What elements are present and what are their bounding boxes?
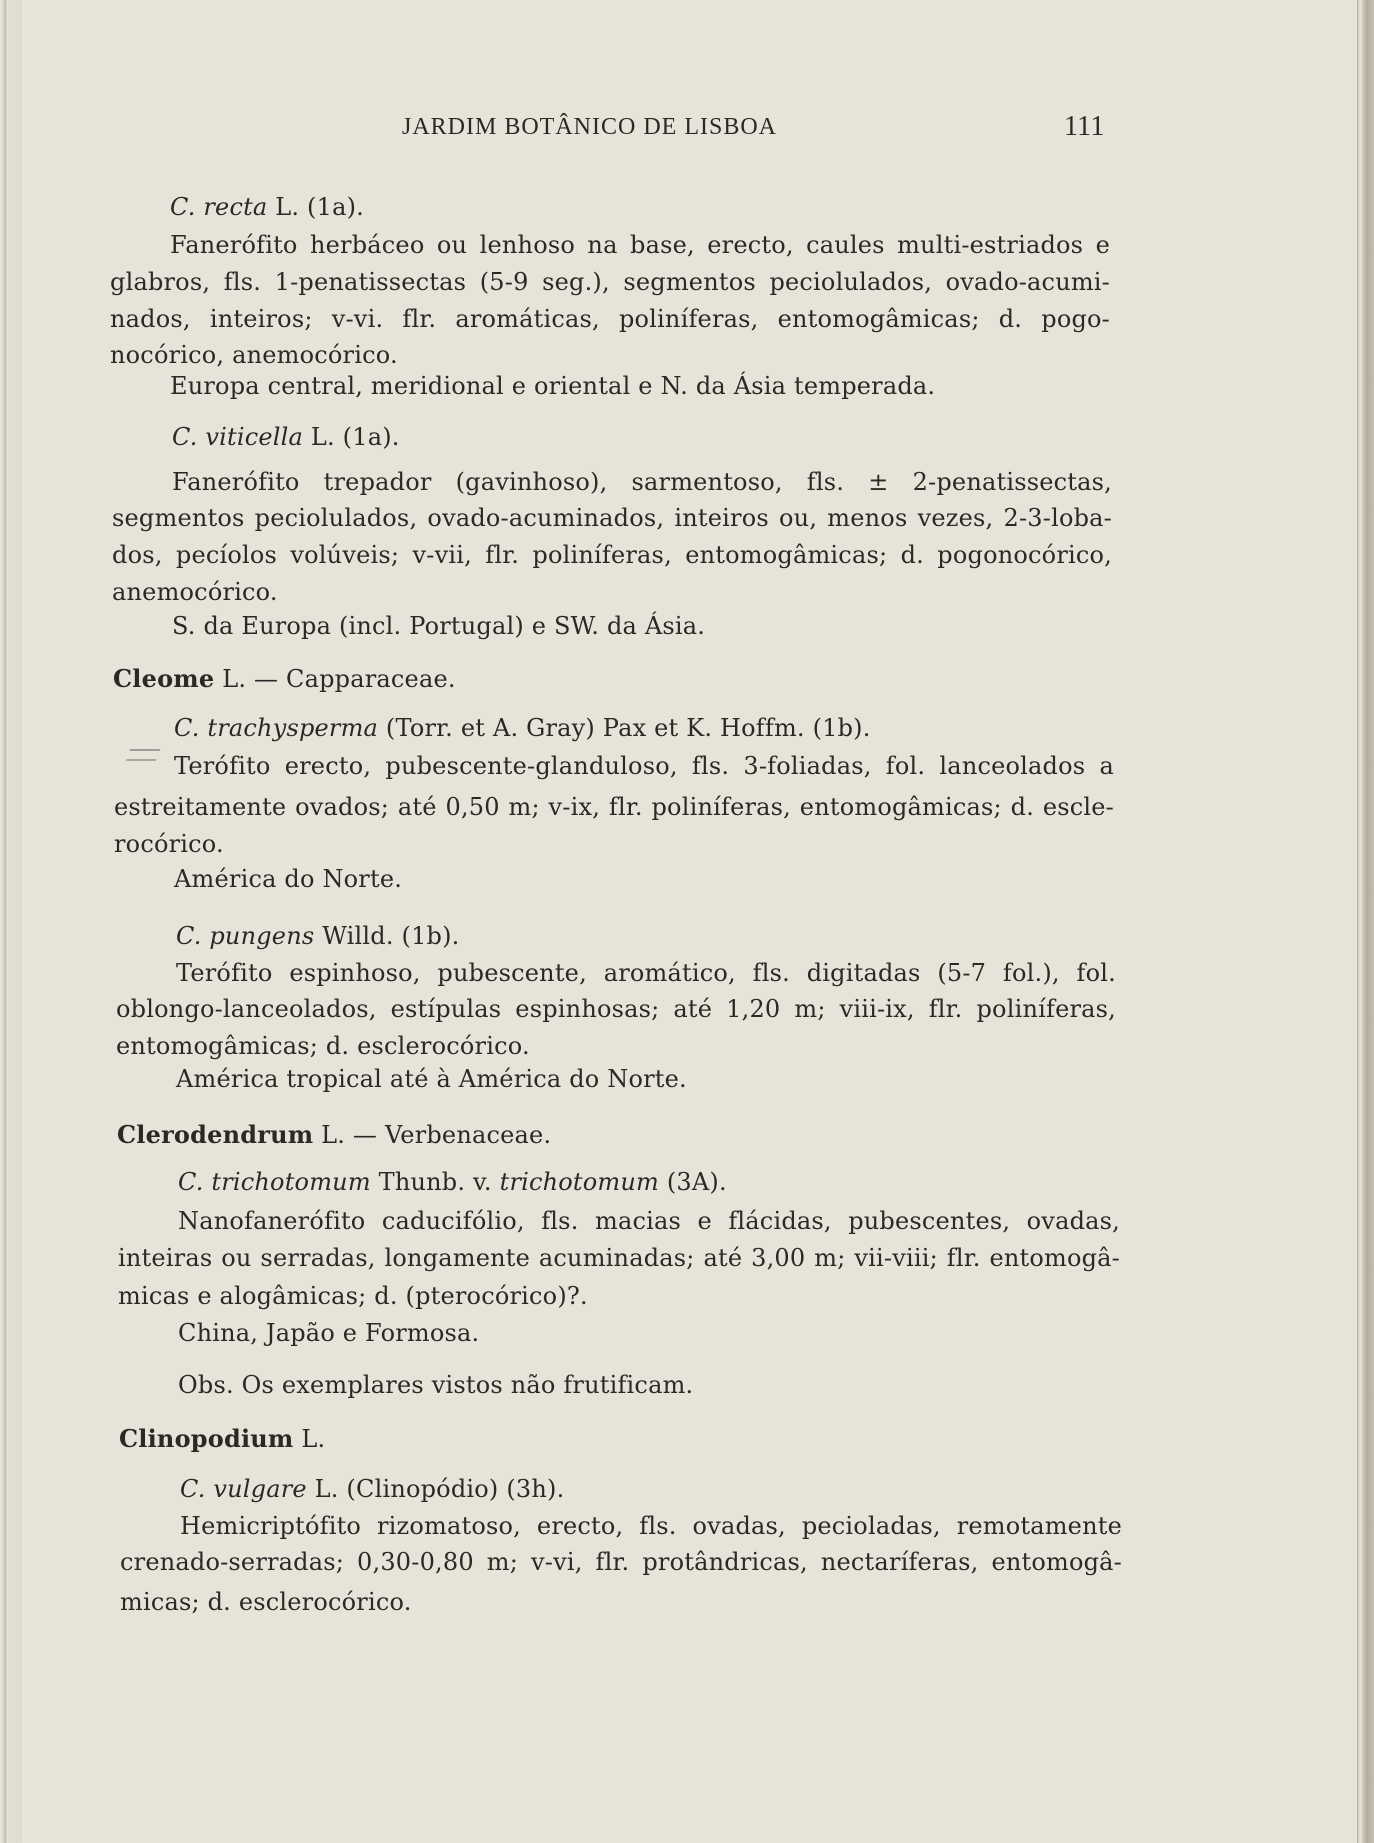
species-heading-pungens bbox=[176, 921, 460, 951]
genus-heading-cleome bbox=[113, 664, 456, 694]
description-line: Terófito espinhoso, pubescente, aromático, fls. digitadas (5-7 fol.), fol. bbox=[176, 959, 1116, 987]
species-name: C. recta bbox=[170, 193, 268, 221]
description-line: nocórico, anemocórico. bbox=[110, 341, 398, 369]
species-heading-viticella bbox=[172, 422, 400, 452]
description-line: micas e alogâmicas; d. (pterocórico)?. bbox=[118, 1282, 588, 1310]
species-authority: L. (1a). bbox=[303, 423, 400, 451]
description-line: Fanerófito herbáceo ou lenhoso na base, erecto, caules multi-estriados e bbox=[170, 231, 1110, 259]
distribution: América tropical até à América do Norte. bbox=[176, 1065, 687, 1093]
observation-note: Obs. Os exemplares vistos não frutificam. bbox=[178, 1371, 694, 1399]
description-line: Hemicriptófito rizomatoso, erecto, fls. ovadas, pecioladas, remotamente bbox=[180, 1512, 1122, 1540]
page-left-edge bbox=[0, 0, 22, 1843]
genus-heading-clinopodium bbox=[119, 1424, 325, 1454]
genus-family: L. — Capparaceae. bbox=[214, 665, 456, 693]
distribution: Europa central, meridional e oriental e N. da Ásia temperada. bbox=[170, 372, 936, 400]
species-authority: Willd. (1b). bbox=[314, 922, 460, 950]
species-heading-recta bbox=[170, 192, 364, 222]
genus-name: Clerodendrum bbox=[117, 1120, 314, 1149]
species-authority: Thunb. v. bbox=[370, 1168, 500, 1196]
distribution: América do Norte. bbox=[174, 865, 403, 893]
page-number: 111 bbox=[1064, 111, 1105, 142]
description-line: dos, pecíolos volúveis; v-vii, flr. poliníferas, entomogâmicas; d. pogonocórico, bbox=[112, 541, 1112, 569]
running-title: JARDIM BOTÂNICO DE LISBOA bbox=[402, 114, 778, 140]
variety-name: trichotomum bbox=[499, 1168, 660, 1196]
description-line: micas; d. esclerocórico. bbox=[120, 1588, 412, 1616]
genus-authority: L. bbox=[293, 1425, 326, 1453]
species-name: C. pungens bbox=[176, 922, 315, 950]
page-right-edge bbox=[1357, 0, 1374, 1843]
description-line: oblongo-lanceolados, estípulas espinhosas; até 1,20 m; viii-ix, flr. poliníferas, bbox=[116, 995, 1116, 1023]
description-line: glabros, fls. 1-penatissectas (5-9 seg.), segmentos peciolulados, ovado-acumi- bbox=[110, 268, 1110, 296]
pencil-mark bbox=[126, 749, 160, 761]
description-line: Fanerófito trepador (gavinhoso), sarmentoso, fls. ± 2-penatissectas, bbox=[172, 468, 1112, 496]
genus-name: Clinopodium bbox=[119, 1424, 294, 1453]
species-name: C. trichotomum bbox=[178, 1168, 371, 1196]
description-line: Terófito erecto, pubescente-glanduloso, fls. 3-foliadas, fol. lanceolados a bbox=[174, 752, 1114, 780]
species-heading-trichotomum bbox=[178, 1167, 727, 1197]
genus-name: Cleome bbox=[113, 664, 215, 693]
species-authority: L. (1a). bbox=[267, 193, 364, 221]
genus-heading-clerodendrum bbox=[117, 1120, 551, 1150]
description-line: rocórico. bbox=[114, 830, 224, 858]
genus-family: L. — Verbenaceae. bbox=[313, 1121, 552, 1149]
description-line: anemocórico. bbox=[112, 578, 278, 606]
species-name: C. trachysperma bbox=[174, 714, 379, 742]
species-name: C. viticella bbox=[172, 423, 304, 451]
species-authority: (Torr. et A. Gray) Pax et K. Hoffm. (1b). bbox=[378, 714, 871, 742]
description-line: estreitamente ovados; até 0,50 m; v-ix, flr. poliníferas, entomogâmicas; d. escle- bbox=[114, 793, 1114, 821]
species-authority: L. (Clinopódio) (3h). bbox=[306, 1475, 565, 1503]
description-line: crenado-serradas; 0,30-0,80 m; v-vi, flr. protândricas, nectaríferas, entomogâ- bbox=[120, 1548, 1122, 1576]
description-line: inteiras ou serradas, longamente acuminadas; até 3,00 m; vii-viii; flr. entomogâ- bbox=[118, 1244, 1120, 1272]
description-line: Nanofanerófito caducifólio, fls. macias e flácidas, pubescentes, ovadas, bbox=[178, 1207, 1120, 1235]
description-line: entomogâmicas; d. esclerocórico. bbox=[116, 1032, 530, 1060]
species-name: C. vulgare bbox=[180, 1475, 307, 1503]
species-code: (3A). bbox=[659, 1168, 727, 1196]
description-line: nados, inteiros; v-vi. flr. aromáticas, poliníferas, entomogâmicas; d. pogo- bbox=[110, 305, 1110, 333]
species-heading-vulgare bbox=[180, 1474, 564, 1504]
species-heading-trachysperma bbox=[174, 713, 871, 743]
description-line: segmentos peciolulados, ovado-acuminados, inteiros ou, menos vezes, 2-3-loba- bbox=[112, 504, 1112, 532]
distribution: S. da Europa (incl. Portugal) e SW. da Ásia. bbox=[172, 612, 706, 640]
distribution: China, Japão e Formosa. bbox=[178, 1319, 480, 1347]
